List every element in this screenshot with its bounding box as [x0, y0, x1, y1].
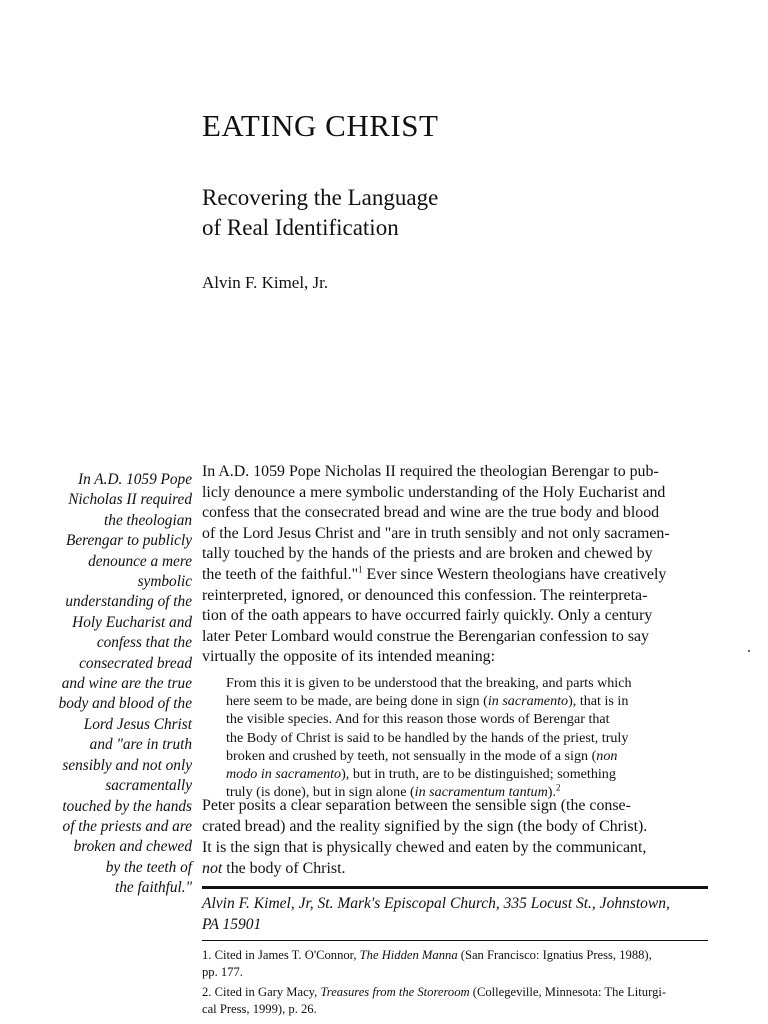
- body-text: the teeth of the faithful.": [202, 565, 359, 583]
- body-line: In A.D. 1059 Pope Nicholas II required the theologian Berengar to pub-: [202, 463, 659, 480]
- footnote-ref[interactable]: 1: [358, 564, 363, 575]
- author-affiliation: [202, 894, 708, 935]
- pull-quote-line: Lord Jesus Christ: [83, 715, 192, 733]
- pull-quote-line: body and blood of the: [58, 695, 192, 713]
- pull-quote-line: broken and chewed: [73, 838, 192, 856]
- footnote-line: pp. 177.: [202, 964, 243, 979]
- pull-quote-line: and wine are the true: [61, 675, 192, 693]
- subtitle-line: of Real Identification: [202, 215, 399, 240]
- pull-quote-line: consecrated bread: [79, 654, 192, 672]
- pull-quote-line: symbolic: [137, 573, 192, 591]
- body-line: [202, 858, 708, 879]
- body-line: confess that the consecrated bread and wine are the true body and blood: [202, 504, 660, 522]
- quote-latin: non: [596, 747, 618, 764]
- pull-quote-line: the theologian: [104, 511, 192, 529]
- body-line: virtually the opposite of its intended meaning:: [202, 648, 496, 666]
- article-title: EATING CHRIST: [202, 108, 439, 143]
- pull-quote-line: understanding of the: [65, 593, 192, 611]
- pull-quote: [10, 470, 192, 899]
- body-line: It is the sign that is physically chewed and eaten by the communicant,: [202, 839, 647, 856]
- footnote-line: cal Press, 1999), p. 26.: [202, 1001, 317, 1016]
- quote-text: ).: [547, 784, 556, 801]
- body-line: tion of the oath appears to have occurred fairly quickly. Only a century: [202, 607, 653, 625]
- pull-quote-line: sacramentally: [105, 777, 192, 795]
- footnotes: [202, 947, 708, 1021]
- body-line: [202, 565, 708, 586]
- quote-text: ), but in truth, are to be distinguished; something: [341, 766, 616, 783]
- footnote-rule: [202, 940, 708, 941]
- quote-line: From this it is given to be understood that the breaking, and parts which: [226, 675, 632, 691]
- pull-quote-line: Berengar to publicly: [65, 532, 192, 550]
- pull-quote-line: and "are in truth: [89, 736, 192, 754]
- pull-quote-line: by the teeth of: [105, 858, 192, 876]
- body-line: later Peter Lombard would construe the Berengarian confession to say: [202, 627, 650, 645]
- pull-quote-line: denounce a mere: [88, 552, 192, 570]
- quote-line: [226, 765, 688, 783]
- book-title: The Hidden Manna: [359, 948, 458, 962]
- quote-text: ), that is in: [568, 693, 629, 710]
- quote-text: broken and crushed by teeth, not sensually in the mode of a sign (: [226, 747, 597, 764]
- divider-rule: [202, 886, 708, 889]
- quote-latin: in sacramentum tantum: [414, 784, 548, 801]
- scan-speck: [748, 650, 750, 652]
- footnote-text: (Collegeville, Minnesota: The Liturgi-: [469, 985, 667, 999]
- affiliation-line: Alvin F. Kimel, Jr, St. Mark's Episcopal Church, 335 Locust St., Johnstown,: [202, 895, 670, 912]
- footnote-ref[interactable]: 2: [556, 782, 561, 793]
- quote-text: here seem to be made, are being done in sign (: [226, 693, 488, 710]
- body-line: reinterpreted, ignored, or denounced this confession. The reinterpreta-: [202, 586, 648, 604]
- quote-line: the visible species. And for this reason those words of Berengar that: [226, 711, 610, 728]
- footnote-text: 1. Cited in James T. O'Connor,: [202, 948, 360, 962]
- body-line: tally touched by the hands of the priests and are broken and chewed by: [202, 545, 653, 563]
- pull-quote-line: In A.D. 1059 Pope: [77, 471, 192, 488]
- quote-text: truly (is done), but in sign alone (: [226, 784, 415, 801]
- pull-quote-line: of the priests and are: [62, 817, 192, 835]
- quote-line: the Body of Christ is said to be handled by the hands of the priest, truly: [226, 729, 629, 746]
- article-author: Alvin F. Kimel, Jr.: [202, 273, 329, 292]
- body-line: licly denounce a mere symbolic understanding of the Holy Eucharist and: [202, 483, 666, 501]
- pull-quote-line: confess that the: [96, 634, 192, 652]
- affiliation-line: PA 15901: [202, 915, 262, 933]
- footnote-2: [202, 984, 708, 1017]
- footnote-text: (San Francisco: Ignatius Press, 1988),: [457, 948, 652, 962]
- block-quote: [226, 674, 688, 801]
- subtitle-line: Recovering the Language: [202, 185, 439, 210]
- pull-quote-line: Nicholas II required: [68, 491, 192, 509]
- book-title: Treasures from the Storeroom: [320, 985, 470, 999]
- pull-quote-line: Holy Eucharist and: [72, 613, 192, 631]
- quote-line: [226, 692, 688, 710]
- body-text: Ever since Western theologians have creatively: [362, 565, 667, 583]
- footnote-1: [202, 947, 708, 980]
- footnote-line: [202, 947, 708, 964]
- pull-quote-line: sensibly and not only: [62, 756, 192, 774]
- body-line: Peter posits a clear separation between the sensible sign (the conse-: [202, 797, 631, 814]
- footnote-text: 2. Cited in Gary Macy,: [202, 985, 321, 999]
- quote-line: [226, 747, 688, 765]
- article-subtitle: [202, 183, 438, 243]
- body-text: the body of Christ.: [222, 860, 346, 877]
- footnote-line: [202, 984, 708, 1001]
- quote-latin: modo in sacramento: [226, 766, 342, 783]
- body-line: of the Lord Jesus Christ and "are in truth sensibly and not only sacramen-: [202, 524, 670, 542]
- pull-quote-line: touched by the hands: [62, 797, 192, 815]
- closing-paragraph: [202, 795, 708, 879]
- pull-quote-line: the faithful.": [115, 879, 192, 897]
- body-paragraph: [202, 462, 708, 668]
- quote-latin: in sacramento: [487, 693, 569, 710]
- emphasis: not: [202, 860, 223, 877]
- body-line: crated bread) and the reality signified by the sign (the body of Christ).: [202, 818, 648, 835]
